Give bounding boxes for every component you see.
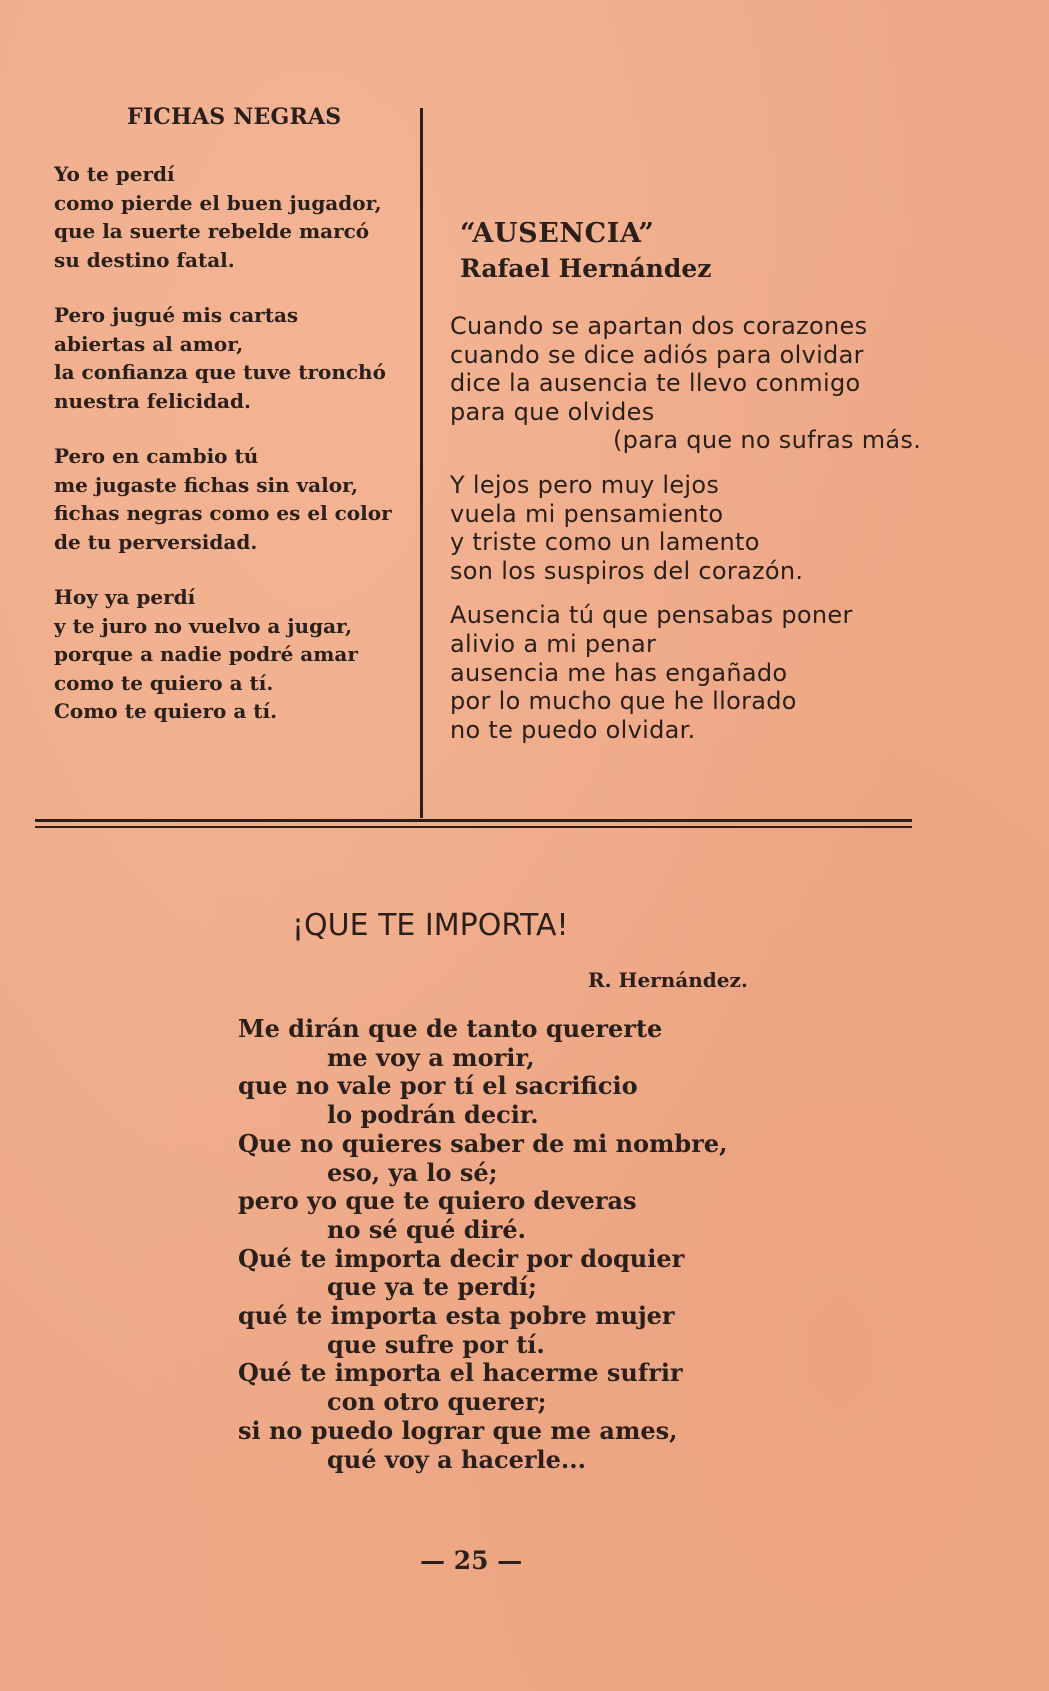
poem-title-fichas-negras: FICHAS NEGRAS [127,104,342,130]
poem-line: que no vale por tí el sacrificio [238,1071,638,1101]
poem-line: alivio a mi penar [450,629,657,658]
poem-fichas-negras [54,160,414,753]
page-number: — 25 — [420,1546,523,1575]
poem-line: si no puedo lograr que me ames, [238,1415,678,1445]
poem-line: lo podrán decir. [327,1100,539,1130]
poem-que-te-importa [238,1015,798,1474]
poem-line: que ya te perdí; [327,1272,537,1302]
column-divider [420,108,423,818]
poem-author-que-te-importa: R. Hernández. [588,968,748,992]
poem-line: pero yo que te quiero deveras [238,1186,637,1216]
poem-line: que sufre por tí. [327,1329,545,1359]
poem-line: Que no quieres saber de mi nombre, [238,1128,728,1158]
poem-line: (para que no sufras más. [613,426,922,455]
poem-line: de tu perversidad. [54,529,258,554]
poem-line: Cuando se apartan dos corazones [450,312,868,340]
poem-line: dice la ausencia te llevo conmigo [450,369,861,398]
section-divider [35,826,912,828]
poem-line: para que olvides [450,397,655,426]
stanza [54,583,414,726]
poem-line: no te puedo olvidar. [450,715,696,744]
poem-ausencia [450,312,930,760]
poem-line: Qué te importa decir por doquier [238,1243,685,1273]
poem-line: vuela mi pensamiento [450,499,724,528]
poem-line: Pero en cambio tú [54,444,259,468]
stanza [54,160,414,274]
stanza [450,312,930,455]
poem-title-ausencia: “AUSENCIA” [460,218,655,249]
poem-author-ausencia: Rafael Hernández [460,254,712,283]
poem-line: abiertas al amor, [54,331,244,356]
poem-line: qué te importa esta pobre mujer [238,1301,675,1331]
poem-line: porque a nadie podré amar [54,642,358,666]
poem-line: eso, ya lo sé; [327,1157,498,1187]
poem-line: son los suspiros del corazón. [450,556,804,585]
poem-line: su destino fatal. [54,247,235,272]
poem-line: Como te quiero a tí. [54,699,278,723]
poem-line: por lo mucho que he llorado [450,687,797,716]
poem-line: y triste como un lamento [450,528,760,557]
poem-line: Qué te importa el hacerme sufrir [238,1358,683,1388]
poem-line: me jugaste fichas sin valor, [54,472,359,497]
poem-line: Hoy ya perdí [54,585,196,609]
poem-line: como te quiero a tí. [54,670,274,695]
poem-line: nuestra felicidad. [54,388,251,413]
stanza [54,442,414,556]
poem-line: la confianza que tuve tronchó [54,360,386,384]
poem-line: Ausencia tú que pensabas poner [450,601,853,630]
poem-line: Me dirán que de tanto quererte [238,1014,663,1043]
poem-line: Yo te perdí [54,162,175,186]
poem-line: cuando se dice adiós para olvidar [450,340,864,369]
poem-title-que-te-importa: ¡QUE TE IMPORTA! [292,908,569,943]
poem-line: Y lejos pero muy lejos [450,470,720,499]
stanza [450,601,930,744]
poem-line: ausencia me has engañado [450,658,788,687]
poem-line: que la suerte rebelde marcó [54,219,370,243]
poem-line: me voy a morir, [327,1042,535,1072]
poem-line: fichas negras como es el color [54,501,392,525]
poem-line: no sé qué diré. [327,1214,526,1244]
poem-line: qué voy a hacerle... [327,1444,586,1474]
stanza [450,471,930,585]
section-divider [35,819,912,822]
poem-line: como pierde el buen jugador, [54,190,382,215]
poem-line: con otro querer; [327,1387,547,1417]
stanza [54,301,414,415]
poem-line: Pero jugué mis cartas [54,303,299,327]
poem-line: y te juro no vuelvo a jugar, [54,613,353,638]
